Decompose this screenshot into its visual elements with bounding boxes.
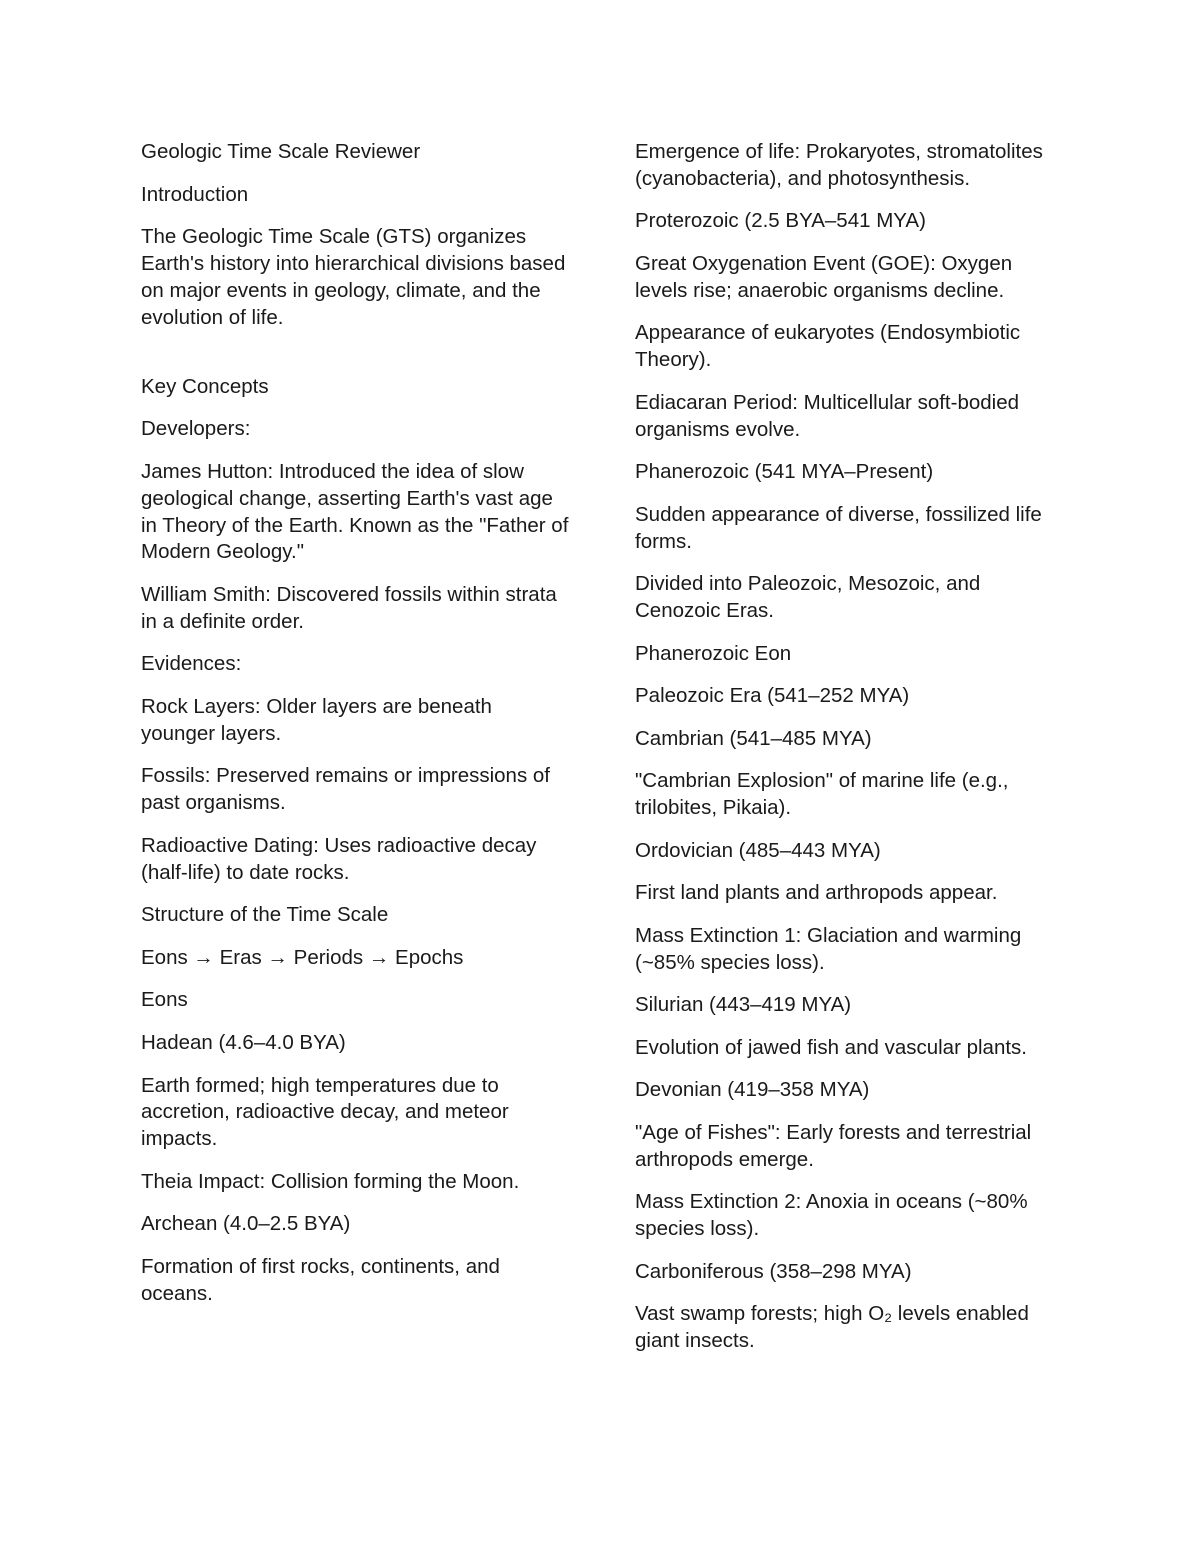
heading-cambrian: Cambrian (541–485 MYA) [635,726,872,750]
paragraph-mass-extinction-1: Mass Extinction 1: Glaciation and warming (~85% species loss). [635,923,1022,974]
heading-devonian: Devonian (419–358 MYA) [635,1078,870,1102]
paragraph-cambrian-explosion: "Cambrian Explosion" of marine life (e.g., trilobites, Pikaia). [635,769,1009,820]
hierarchy-line: Eons → Eras → Periods → Epochs [141,945,464,969]
paragraph-emergence-of-life: Emergence of life: Prokaryotes, stromatolites (cyanobacteria), and photosynthesis. [635,140,1043,190]
left-column [141,139,571,1323]
heading-phanerozoic: Phanerozoic (541 MYA–Present) [635,460,934,484]
subheading-evidences: Evidences: [141,652,242,676]
paragraph-divided-eras: Divided into Paleozoic, Mesozoic, and Cenozoic Eras. [635,572,981,622]
paragraph-fossils: Fossils: Preserved remains or impressions of past organisms. [141,764,550,815]
paragraph-jawed-fish: Evolution of jawed fish and vascular plants. [635,1035,1028,1059]
paragraph-age-of-fishes: "Age of Fishes": Early forests and terrestrial arthropods emerge. [635,1121,1032,1171]
paragraph-mass-extinction-2: Mass Extinction 2: Anoxia in oceans (~80% species loss). [635,1190,1028,1241]
heading-carboniferous: Carboniferous (358–298 MYA) [635,1259,912,1283]
section-heading-structure: Structure of the Time Scale [141,903,389,927]
paragraph-rock-layers: Rock Layers: Older layers are beneath younger layers. [141,695,492,745]
document-title: Geologic Time Scale Reviewer [141,140,421,163]
right-column [635,139,1065,1371]
paragraph-james-hutton: James Hutton: Introduced the idea of slow geological change, asserting Earth's vast age in Theory of the Earth. Known as the "Father of Modern Geology." [141,460,569,564]
heading-paleozoic-era: Paleozoic Era (541–252 MYA) [635,684,910,708]
paragraph-eukaryotes: Appearance of eukaryotes (Endosymbiotic Theory). [635,321,1021,372]
paragraph-archean: Formation of first rocks, continents, and oceans. [141,1254,500,1305]
paragraph-swamp-forests: Vast swamp forests; high O₂ levels enabled giant insects. [635,1302,1029,1353]
paragraph-radioactive-dating: Radioactive Dating: Uses radioactive decay (half-life) to date rocks. [141,833,537,884]
paragraph-theia-impact: Theia Impact: Collision forming the Moon. [141,1169,520,1193]
section-heading-key-concepts: Key Concepts [141,374,269,398]
paragraph-ediacaran: Ediacaran Period: Multicellular soft-bodied organisms evolve. [635,390,1020,441]
subheading-eons: Eons [141,988,188,1012]
paragraph-goe: Great Oxygenation Event (GOE): Oxygen levels rise; anaerobic organisms decline. [635,251,1013,302]
subheading-developers: Developers: [141,417,251,441]
heading-proterozoic: Proterozoic (2.5 BYA–541 MYA) [635,209,926,233]
section-heading-introduction: Introduction [141,182,249,206]
introduction-paragraph: The Geologic Time Scale (GTS) organizes Earth's history into hierarchical divisions based on major events in geology, climate, and the evolution of life. [141,225,566,329]
heading-silurian: Silurian (443–419 MYA) [635,993,852,1017]
heading-ordovician: Ordovician (485–443 MYA) [635,838,881,862]
paragraph-sudden-appearance: Sudden appearance of diverse, fossilized life forms. [635,502,1042,553]
paragraph-first-land-plants: First land plants and arthropods appear. [635,881,998,905]
heading-hadean: Hadean (4.6–4.0 BYA) [141,1030,346,1054]
heading-archean: Archean (4.0–2.5 BYA) [141,1212,351,1236]
paragraph-william-smith: William Smith: Discovered fossils within strata in a definite order. [141,583,557,633]
subheading-phanerozoic-eon: Phanerozoic Eon [635,641,792,665]
paragraph-hadean: Earth formed; high temperatures due to accretion, radioactive decay, and meteor impacts. [141,1073,509,1151]
